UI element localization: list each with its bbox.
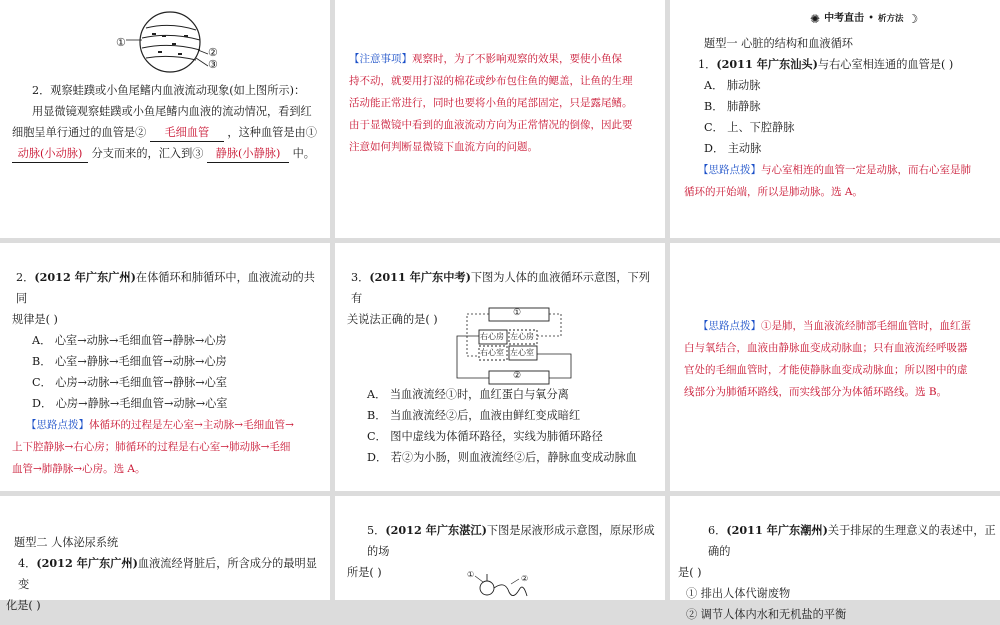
chamber-left-ventricle: 左心室 — [510, 348, 534, 357]
diagram-mark-2: ② — [208, 46, 218, 59]
bottom-organ-label: ② — [513, 371, 522, 381]
tip-line: 官处的毛细血管时，才能使静脉血变成动脉血；所以图中的虚 — [684, 364, 968, 376]
statement-1: ① 排出人体代谢废物 — [686, 587, 791, 600]
question-text: 4．(2012 年广东广州)血液流经肾脏后，所含成分的最明显变 — [18, 556, 317, 591]
option-b: B． 当血液流经②后，血液由鲜红变成暗红 — [367, 409, 581, 422]
question-text-2: 关说法正确的是( ) — [347, 313, 438, 326]
option-d: D． 若②为小肠，则血液流经②后，静脉血变成动脉血 — [367, 451, 637, 464]
question-text: 3．(2011 年广东中考)下图为人体的血液循环示意图，下列有 — [351, 270, 650, 305]
option-c: C． 心房→动脉→毛细血管→静脉→心室 — [32, 376, 228, 389]
note-line: 活动能正常进行，同时也要将小鱼的尾部固定，只是露尾鳍。 — [349, 97, 633, 109]
question-2-blank-line-2: 动脉(小动脉) 分支而来的，汇入到③ 静脉(小静脉) 中。 — [12, 143, 324, 164]
tip-line: 上下腔静脉→右心房；肺循环的过程是右心室→肺动脉→毛细 — [12, 441, 291, 453]
question-text: 6．(2011 年广东潮州)关于排尿的生理意义的表述中，正确的 — [708, 523, 996, 558]
question-text-2: 化是( ) — [6, 599, 41, 612]
tip-line: 循环的开始端，所以是肺动脉。选 A。 — [684, 186, 863, 198]
tip-label: 【思路点拨】 — [26, 419, 89, 431]
question-text-2: 规律是( ) — [12, 313, 58, 326]
slide-question-6[interactable] — [670, 496, 1000, 621]
nephron-diagram — [465, 570, 535, 600]
chamber-right-ventricle: 右心室 — [480, 348, 504, 357]
question-text: 1．(2011 年广东汕头)与右心室相连通的血管是( ) — [698, 57, 954, 71]
question-text-2: 是( ) — [678, 566, 702, 579]
option-d: D． 主动脉 — [704, 142, 762, 155]
header-banner: ✺ 中考直击 • 析方法 ☽ — [810, 12, 919, 26]
topic-title: 题型一 心脏的结构和血液循环 — [704, 37, 853, 50]
slide-question-5[interactable] — [335, 496, 665, 600]
question-text: 5．(2012 年广东湛江)下图是尿液形成示意图，原尿形成的场 — [367, 523, 655, 558]
statement-2: ② 调节人体内水和无机盐的平衡 — [686, 608, 847, 621]
note-line: 观察时，为了不影响观察的效果，要使小鱼保 — [412, 53, 622, 65]
option-b: B． 心室→静脉→毛细血管→动脉→心房 — [32, 355, 227, 368]
gear-icon: ✺ — [810, 12, 821, 26]
slide-question-1[interactable]: ✺ 中考直击 • 析方法 ☽ 题型一 心脏的结构和血液循环 1．(2011 年广东汕头)与右心室相连通的血管是( ) A． 肺动脉 B． 肺静脉 C． 上、下腔静脉 D． 主动脉 【思路点拨】与心室相连的血管一定是动脉，而右心室是肺 循环的开始端，所以是肺动脉。选 A。 — [670, 0, 1000, 238]
diagram-mark-1: ① — [467, 570, 475, 579]
slide-question-2[interactable]: 2．(2012 年广东广州)在体循环和肺循环中，血液流动的共同 规律是( ) A． 心室→动脉→毛细血管→静脉→心房 B． 心室→静脉→毛细血管→动脉→心房 C． 心房→动脉→毛细血管→静脉→心室 D． 心房→静脉→毛细血管→动脉→心室 【思路点拨】体循环的过程是左心室→主动脉→毛细血管→ 上下腔静脉→右心房；肺循环的过程是右心室→肺动脉→毛细 血管→肺静脉→心房。选 A。 — [0, 243, 330, 491]
option-a: A． 心室→动脉→毛细血管→静脉→心房 — [32, 334, 227, 347]
question-2-line: 用显微镜观察蛙蹼或小鱼尾鳍内血液的流动情况，看到红 — [32, 105, 312, 118]
diagram-mark-3: ③ — [208, 58, 218, 71]
answer-capillary: 毛细血管 — [150, 125, 224, 142]
note-line: 由于显微镜中看到的血液流动方向为正常情况的倒像，因此要 — [349, 119, 633, 131]
option-d: D． 心房→静脉→毛细血管→动脉→心室 — [32, 397, 228, 410]
option-c: C． 上、下腔静脉 — [704, 121, 795, 134]
answer-vein: 静脉(小静脉) — [207, 146, 289, 163]
tip-label: 【思路点拨】 — [698, 320, 761, 332]
question-2-intro: 2．观察蛙蹼或小鱼尾鳍内血液流动现象(如上图所示)： — [32, 84, 306, 97]
slide-question-3[interactable] — [335, 243, 665, 491]
topic-title: 题型二 人体泌尿系统 — [14, 536, 119, 549]
fish-tail-vessel-diagram — [112, 8, 222, 78]
tip-line: 血管→肺静脉→心房。选 A。 — [12, 463, 146, 475]
option-c: C． 图中虚线为体循环路径，实线为肺循环路径 — [367, 430, 603, 443]
option-a: A． 肺动脉 — [704, 79, 761, 92]
slide-question-4[interactable] — [0, 496, 330, 612]
diagram-mark-2: ② — [521, 574, 529, 583]
question-text: 2．(2012 年广东广州)在体循环和肺循环中，血液流动的共同 — [16, 270, 315, 305]
note-line: 持不动，就要用打湿的棉花或纱布包住鱼的鳃盖，让鱼的生理 — [349, 75, 633, 87]
diagram-mark-1: ① — [116, 36, 126, 49]
tip-line: 线部分为肺循环路线，而实线部分为体循环路线。选 B。 — [684, 386, 948, 398]
note-line: 注意如何判断显微镜下血流方向的问题。 — [349, 141, 538, 153]
option-a: A． 当血液流经①时，血红蛋白与氧分离 — [367, 388, 569, 401]
slide-blood-flow-observation[interactable] — [0, 0, 330, 238]
moon-icon: ☽ — [907, 12, 919, 26]
answer-artery: 动脉(小动脉) — [12, 146, 88, 163]
option-b: B． 肺静脉 — [704, 100, 761, 113]
tip-line: 白与氧结合，血液由静脉血变成动脉血；只有血液流经呼吸器 — [684, 342, 968, 354]
slide-notes[interactable] — [335, 0, 665, 238]
circulation-diagram — [453, 306, 581, 386]
question-text-2: 所是( ) — [347, 566, 382, 579]
top-organ-label: ① — [513, 308, 522, 318]
note-label: 【注意事项】 — [349, 53, 412, 65]
question-2-blank-line: 细胞呈单行通过的血管是② 毛细血管 ，这种血管是由① — [12, 122, 324, 143]
chamber-left-atrium: 左心房 — [510, 332, 534, 341]
chamber-right-atrium: 右心房 — [480, 332, 504, 341]
tip-label: 【思路点拨】 — [698, 164, 761, 176]
slide-tip-3[interactable]: 【思路点拨】①是肺，当血液流经肺部毛细血管时，血红蛋 白与氧结合，血液由静脉血变成动脉血；只有血液流经呼吸器 官处的毛细血管时，才能使静脉血变成动脉血；所以图中的虚 线部分为肺循环路线，而实线部分为体循环路线。选 B。 — [670, 243, 1000, 491]
